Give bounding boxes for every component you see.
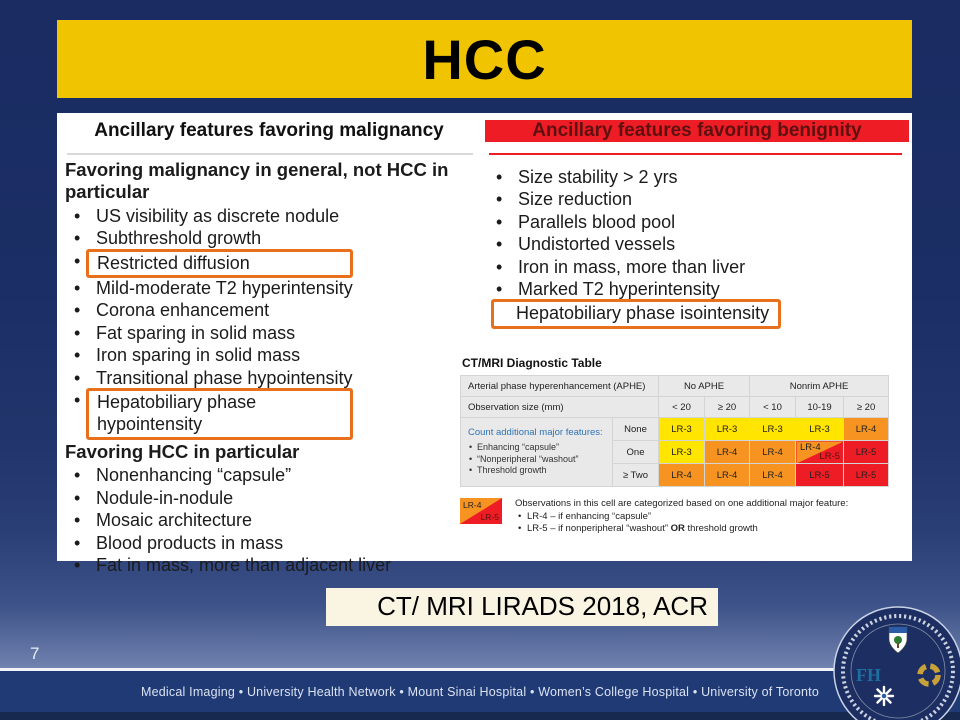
list-item: • Transitional phase hypointensity <box>65 367 491 389</box>
size-col-cell: ≥ 20 <box>705 397 750 418</box>
starburst-icon <box>875 687 893 705</box>
content-panel <box>57 113 912 575</box>
logo-seal-icon <box>832 605 960 720</box>
diagnostic-table-title: CT/MRI Diagnostic Table <box>462 356 602 370</box>
list-item: • Marked T2 hyperintensity <box>487 278 911 300</box>
list-item: • Iron sparing in solid mass <box>65 344 491 366</box>
list-item: • US visibility as discrete nodule <box>65 205 491 227</box>
major-features-list <box>468 442 608 477</box>
aphe-header-cell: Arterial phase hyperenhancement (APHE) <box>461 376 659 397</box>
major-features-cell <box>461 418 613 487</box>
uhn-letters-icon: FH <box>856 665 881 685</box>
list-item: • Mild-moderate T2 hyperintensity <box>65 277 491 299</box>
benignity-list <box>487 166 911 328</box>
grade-cell: LR-3 <box>750 418 796 441</box>
highlight-box-hepatobiliary-hypointensity: Hepatobiliary phase hypointensity <box>86 388 353 440</box>
grade-cell: LR-4 <box>750 464 796 487</box>
list-item <box>65 389 491 439</box>
section-title-favoring-hcc: Favoring HCC in particular <box>65 440 300 462</box>
size-col-cell: 10-19 <box>796 397 844 418</box>
size-col-cell: ≥ 20 <box>844 397 889 418</box>
row-label-cell: ≥ Two <box>613 464 659 487</box>
highlight-box-restricted-diffusion: Restricted diffusion <box>86 249 353 278</box>
row-label-cell: None <box>613 418 659 441</box>
footer-bar <box>0 671 960 712</box>
footnote-intro: Observations in this cell are categorized based on one additional major feature: <box>515 498 849 509</box>
grade-cell: LR-3 <box>659 418 705 441</box>
footer-bottom-strip <box>0 712 960 720</box>
footnote-item-bold: OR <box>670 523 685 534</box>
title-banner <box>57 20 912 98</box>
split-cell-legend-icon <box>460 498 502 524</box>
malignancy-column <box>65 159 491 576</box>
list-item: • Subthreshold growth <box>65 227 491 249</box>
table-footnote <box>460 498 905 536</box>
grade-cell: LR-3 <box>659 441 705 464</box>
list-item <box>65 250 491 277</box>
list-item: • Corona enhancement <box>65 299 491 321</box>
list-item: • Mosaic architecture <box>65 509 491 531</box>
grade-cell: LR-3 <box>796 418 844 441</box>
list-item: • Size stability > 2 yrs <box>487 166 911 188</box>
size-label-cell: Observation size (mm) <box>461 397 659 418</box>
list-item: • Nodule-in-nodule <box>65 487 491 509</box>
list-item: • Size reduction <box>487 188 911 210</box>
left-header-divider <box>67 153 473 155</box>
legend-grade-top: LR-4 <box>463 500 482 510</box>
slide-title: HCC <box>422 27 547 91</box>
legend-grade-bottom: LR-5 <box>480 512 499 522</box>
left-column-header: Ancillary features favoring malignancy <box>94 120 444 141</box>
table-row <box>461 418 889 441</box>
highlight-box-hepatobiliary-isointensity: Hepatobiliary phase isointensity <box>491 299 781 328</box>
citation-box: CT/ MRI LIRADS 2018, ACR <box>326 588 718 626</box>
page-number: 7 <box>30 644 40 663</box>
list-item: • Parallels blood pool <box>487 211 911 233</box>
grade-cell: LR-4 <box>705 441 750 464</box>
feature-item: • Threshold growth <box>468 465 608 477</box>
grade-cell: LR-5 <box>796 464 844 487</box>
right-column-header: Ancillary features favoring benignity <box>485 120 909 142</box>
no-aphe-header-cell: No APHE <box>659 376 750 397</box>
list-item: • Iron in mass, more than liver <box>487 256 911 278</box>
malignancy-general-list <box>65 205 491 439</box>
size-col-cell: < 20 <box>659 397 705 418</box>
footnote-items <box>515 511 848 536</box>
list-item <box>487 300 911 327</box>
grade-cell: LR-4 <box>659 464 705 487</box>
favoring-hcc-list <box>65 464 491 576</box>
split-grade-bottom: LR-5 <box>819 451 841 462</box>
grade-cell: LR-4 <box>750 441 796 464</box>
footnote-text <box>515 498 848 536</box>
table-row <box>461 397 889 418</box>
size-col-cell: < 10 <box>750 397 796 418</box>
list-item: • Fat in mass, more than adjacent liver <box>65 554 491 576</box>
footnote-item-pre: LR-5 – if nonperipheral “washout” <box>527 523 671 534</box>
nonrim-aphe-header-cell: Nonrim APHE <box>750 376 889 397</box>
grade-cell: LR-4 <box>844 418 889 441</box>
table-row <box>461 376 889 397</box>
section-title-malignancy-general: Favoring malignancy in general, not HCC in particular <box>65 159 449 203</box>
major-features-label: Count additional major features: <box>468 427 603 439</box>
benignity-column <box>487 165 911 328</box>
university-health-network-logo <box>832 605 960 720</box>
grade-cell: LR-4 <box>705 464 750 487</box>
footnote-item-post: threshold growth <box>684 523 758 534</box>
split-grade-top: LR-4 <box>800 442 821 453</box>
grade-cell: LR-5 <box>844 464 889 487</box>
lirads-diagnostic-table <box>460 375 889 487</box>
grade-cell: LR-5 <box>844 441 889 464</box>
feature-item: • Enhancing “capsule” <box>468 442 608 454</box>
list-item: • Nonenhancing “capsule” <box>65 464 491 486</box>
diagnostic-table-block <box>460 356 905 536</box>
grade-cell-split <box>796 441 844 464</box>
list-item: • Fat sparing in solid mass <box>65 322 491 344</box>
footnote-item: • LR-4 – if enhancing “capsule” <box>515 511 848 524</box>
footnote-item <box>515 523 848 536</box>
grade-cell: LR-3 <box>705 418 750 441</box>
list-item: • Blood products in mass <box>65 532 491 554</box>
footer-text: Medical Imaging • University Health Network • Mount Sinai Hospital • Women’s College Hospital • University of Toronto <box>141 684 819 699</box>
feature-item: • “Nonperipheral “washout” <box>468 454 608 466</box>
right-header-divider <box>489 153 902 155</box>
row-label-cell: One <box>613 441 659 464</box>
list-item: • Undistorted vessels <box>487 233 911 255</box>
